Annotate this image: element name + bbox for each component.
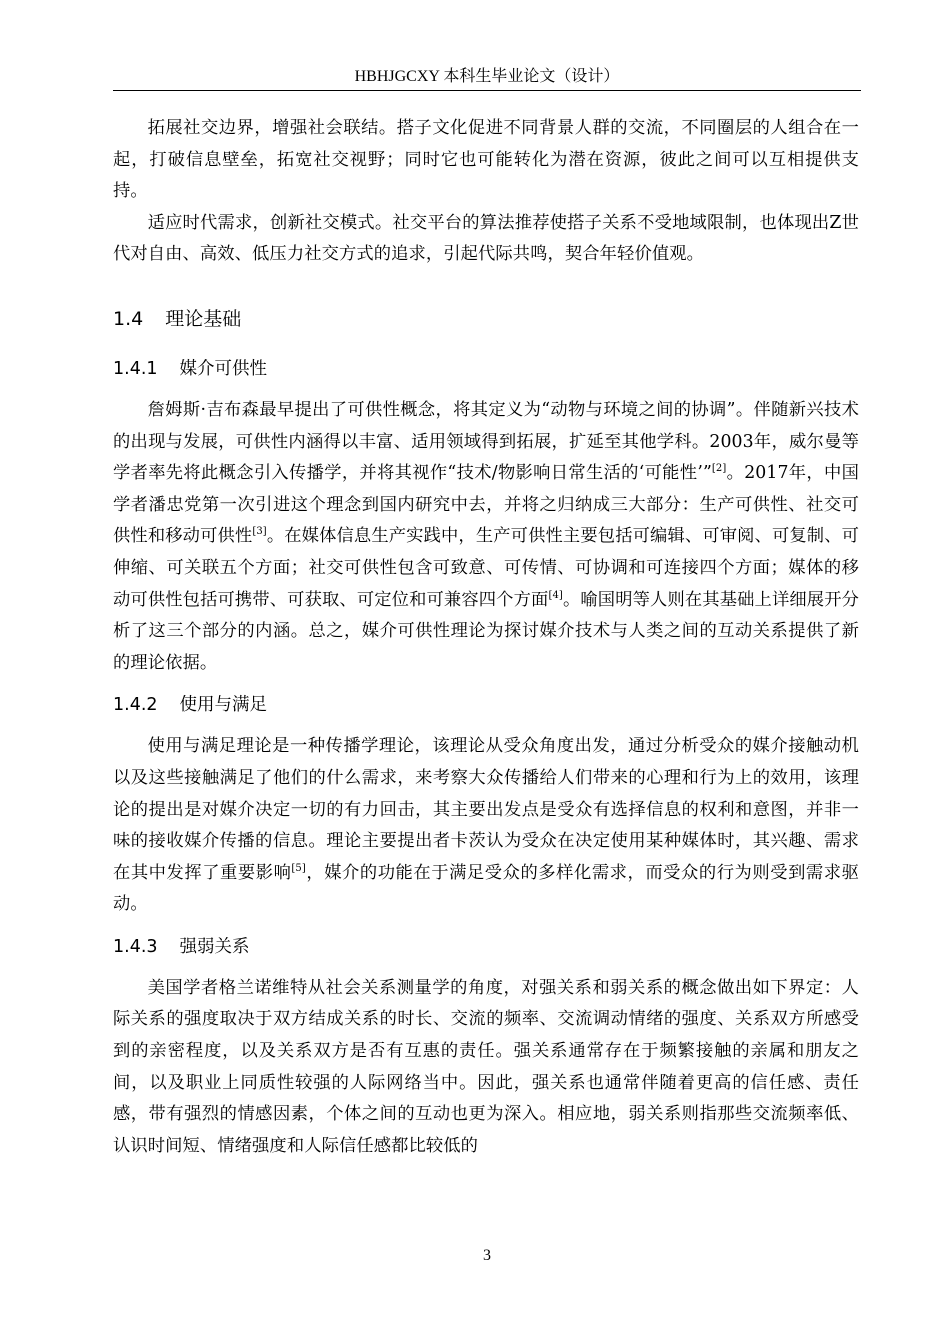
- section-number: 1.4.3: [113, 936, 158, 957]
- section-title: 使用与满足: [179, 695, 268, 716]
- section-heading-1-4-1: [113, 343, 859, 395]
- text-run: 。喻国明等人则在其基础上详细展开分析了这三个部分的内涵。总之，媒介可供性理论为探讨媒介技术与人类之间的互动关系提供了新的理论依据。: [113, 589, 859, 673]
- text-run: ，媒介的功能在于满足受众的多样化需求，而受众的行为则受到需求驱动。: [113, 862, 859, 915]
- text-run: 使用与满足理论是一种传播学理论，该理论从受众角度出发，通过分析受众的媒介接触动机以及这些接触满足了他们的什么需求，来考察大众传播给人们带来的心理和行为上的效用，该理论的提出是对媒介决定一切的有力回击，其主要出发点是受众有选择信息的权利和意图，并非一味的接收媒介传播的信息。理论主要提出者卡茨认为受众在决定使用某种媒体时，其兴趣、需求在其中发挥了重要影响: [113, 736, 859, 883]
- text-run: 。2017年，中国学者潘忠党第一次引进这个理念到国内研究中去，并将之归纳成三大部分：生产可供性、社交可供性和移动可供性: [113, 463, 859, 547]
- paragraph-strong-weak-ties: 美国学者格兰诺维特从社会关系测量学的角度，对强关系和弱关系的概念做出如下界定：人际关系的强度取决于双方结成关系的时长、交流的频率、交流调动情绪的强度、关系双方所感受到的亲密程度，以及关系双方是否有互惠的责任。强关系通常存在于频繁接触的亲属和朋友之间，以及职业上同质性较强的人际网络当中。因此，强关系也通常伴随着更高的信任感、责任感，带有强烈的情感因素，个体之间的互动也更为深入。相应地，弱关系则指那些交流频率低、认识时间短、情绪强度和人际信任感都比较低的: [113, 977, 859, 1156]
- section-number: 1.4.2: [113, 695, 158, 716]
- section-heading-1-4-2: [113, 679, 859, 731]
- section-number: 1.4: [113, 307, 144, 330]
- section-heading-1-4: [113, 271, 859, 343]
- header-rule: [113, 90, 861, 91]
- page-number: 3: [483, 1247, 491, 1264]
- page-content: [113, 113, 859, 1162]
- citation-3: [3]: [252, 526, 267, 538]
- section-title: 媒介可供性: [179, 358, 268, 379]
- citation-2: [2]: [711, 463, 727, 475]
- paragraph-era-demand: 适应时代需求，创新社交模式。社交平台的算法推荐使搭子关系不受地域限制，也体现出Z世代对自由、高效、低压力社交方式的追求，引起代际共鸣，契合年轻价值观。: [113, 212, 859, 265]
- paragraph-media-affordance: [113, 395, 859, 679]
- citation-5: [5]: [291, 862, 306, 874]
- section-title: 理论基础: [165, 307, 242, 330]
- citation-4: [4]: [548, 589, 563, 601]
- section-title: 强弱关系: [179, 936, 250, 957]
- paragraph-uses-gratifications: [113, 731, 859, 921]
- section-heading-1-4-3: [113, 921, 859, 973]
- paragraph-social-boundaries: 拓展社交边界，增强社会联结。搭子文化促进不同背景人群的交流，不同圈层的人组合在一起，打破信息壁垒，拓宽社交视野；同时它也可能转化为潜在资源，彼此之间可以互相提供支持。: [113, 118, 859, 202]
- text-run: 詹姆斯·吉布森最早提出了可供性概念，将其定义为“动物与环境之间的协调”。伴随新兴技术的出现与发展，可供性内涵得以丰富、适用领域得到拓展，扩延至其他学科。2003年，威尔曼等学者率先将此概念引入传播学，并将其视作“技术/物影响日常生活的‘可能性’”: [113, 399, 859, 484]
- text-run: 。在媒体信息生产实践中，生产可供性主要包括可编辑、可审阅、可复制、可伸缩、可关联五个方面；社交可供性包含可致意、可传情、可协调和可连接四个方面；媒体的移动可供性包括可携带、可获取、可定位和可兼容四个方面: [113, 526, 859, 610]
- section-number: 1.4.1: [113, 358, 158, 379]
- running-header: HBHJGCXY 本科生毕业论文（设计）: [354, 68, 620, 85]
